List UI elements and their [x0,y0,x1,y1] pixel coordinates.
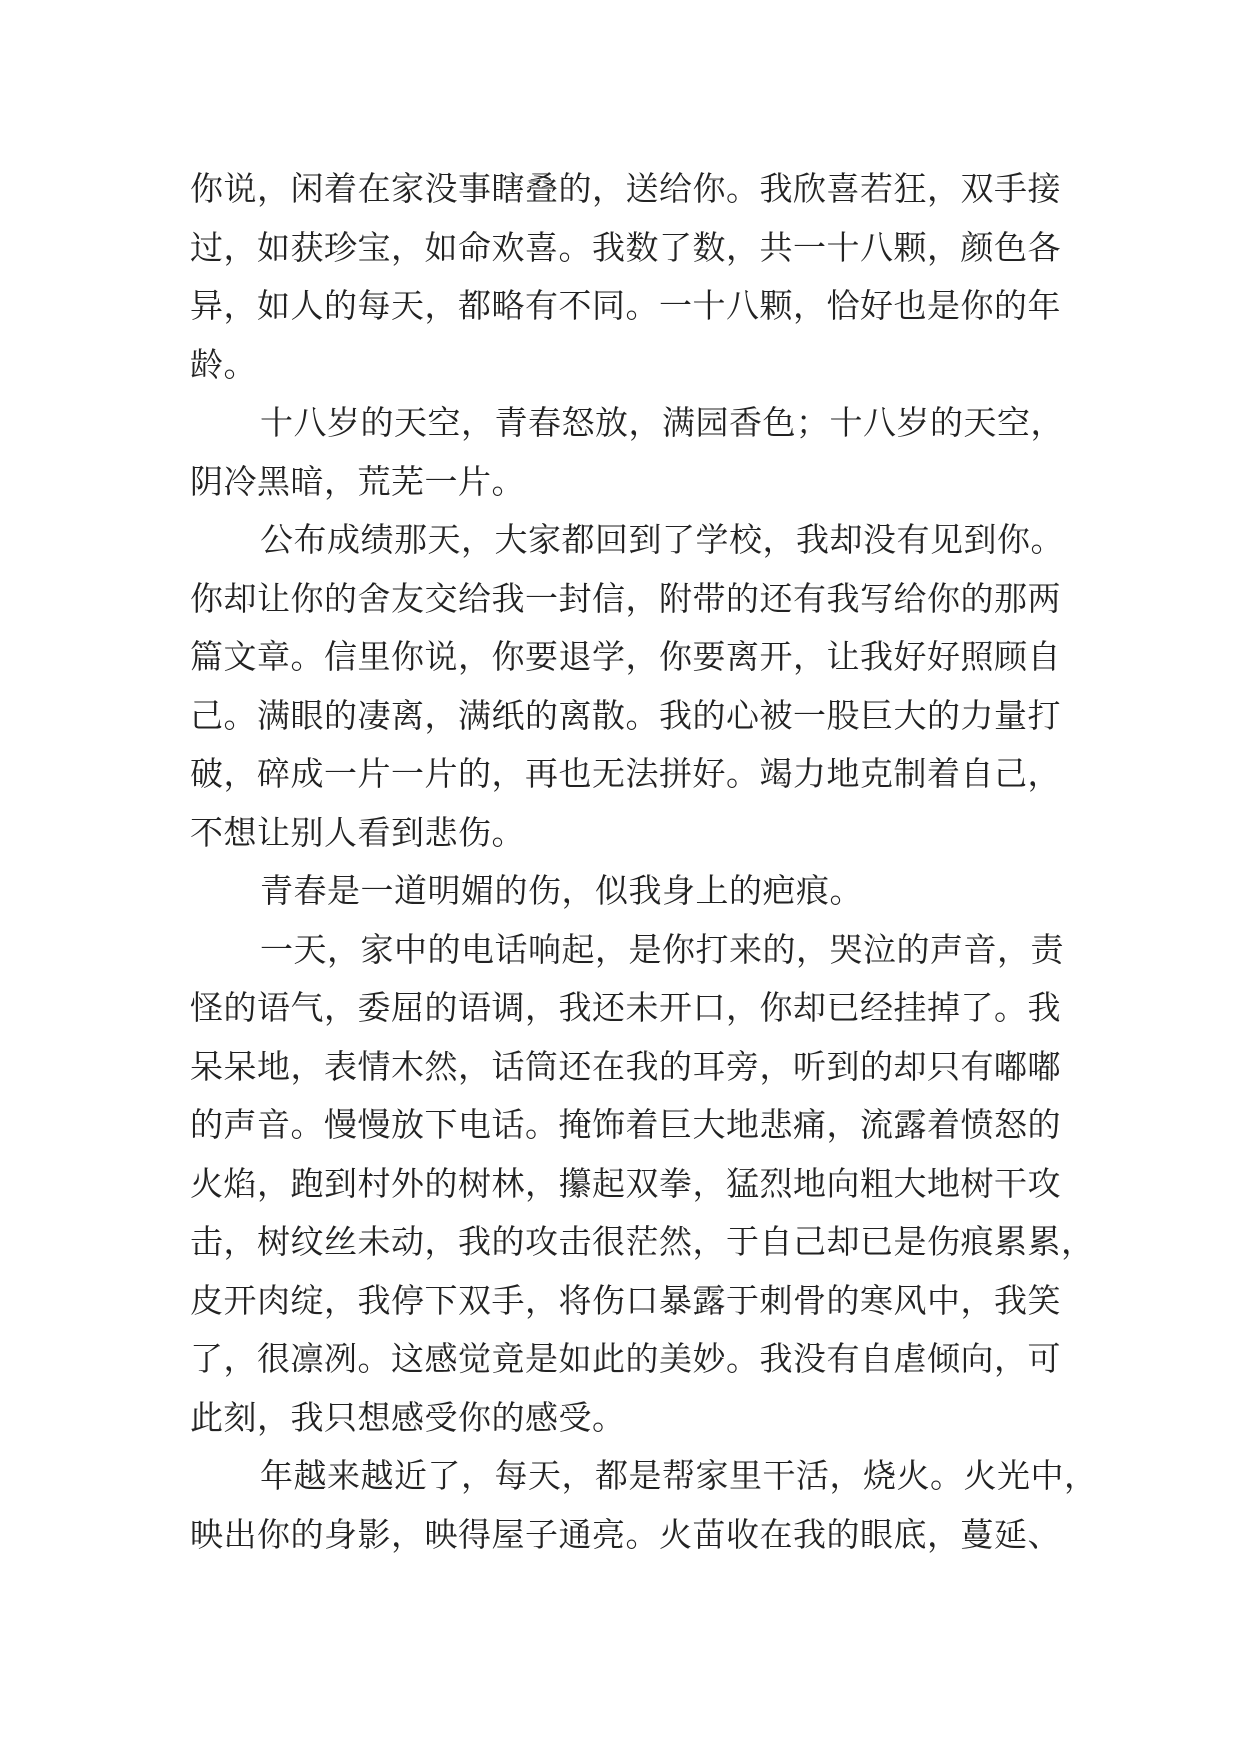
text-line: 呆呆地，表情木然，话筒还在我的耳旁，听到的却只有嘟嘟 [190,1046,1061,1086]
text-line: 火焰，跑到村外的树林，攥起双拳，猛烈地向粗大地树干攻 [190,1163,1061,1203]
text-line: 年越来越近了，每天，都是帮家里干活，烧火。火光中， [260,1456,1098,1495]
body-text [190,160,1098,1564]
text-line: 此刻，我只想感受你的感受。 [190,1397,626,1437]
text-line: 映出你的身影，映得屋子通亮。火苗收在我的眼底，蔓延、 [190,1514,1061,1554]
text-line: 不想让别人看到悲伤。 [190,812,525,852]
text-line: 你却让你的舍友交给我一封信，附带的还有我写给你的那两 [190,578,1061,618]
text-line: 篇文章。信里你说，你要退学，你要离开，让我好好照顾自 [190,637,1061,676]
text-line: 怪的语气，委屈的语调，我还未开口，你却已经挂掉了。我 [190,988,1061,1027]
text-line: 你说，闲着在家没事瞎叠的，送给你。我欣喜若狂，双手接 [190,169,1061,208]
text-line: 破，碎成一片一片的，再也无法拼好。竭力地克制着自己， [190,754,1061,793]
text-line: 公布成绩那天，大家都回到了学校，我却没有见到你。 [260,520,1064,559]
text-line: 青春是一道明媚的伤，似我身上的疤痕。 [260,871,863,910]
text-line: 击，树纹丝未动，我的攻击很茫然，于自己却已是伤痕累累， [190,1222,1095,1261]
text-line: 十八岁的天空，青春怒放，满园香色；十八岁的天空， [260,403,1064,442]
text-line: 一天，家中的电话响起，是你打来的，哭泣的声音，责 [260,929,1064,969]
text-line: 龄。 [190,344,257,384]
text-line: 阴冷黑暗，荒芜一片。 [190,461,525,501]
text-line: 了，很凛冽。这感觉竟是如此的美妙。我没有自虐倾向，可 [190,1339,1061,1378]
text-line: 过，如获珍宝，如命欢喜。我数了数，共一十八颗，颜色各 [190,227,1061,267]
text-line: 异，如人的每天，都略有不同。一十八颗，恰好也是你的年 [190,286,1061,325]
text-line: 皮开肉绽，我停下双手，将伤口暴露于刺骨的寒风中，我笑 [190,1280,1061,1320]
text-line: 己。满眼的凄离，满纸的离散。我的心被一股巨大的力量打 [190,695,1061,735]
text-line: 的声音。慢慢放下电话。掩饰着巨大地悲痛，流露着愤怒的 [190,1105,1061,1144]
